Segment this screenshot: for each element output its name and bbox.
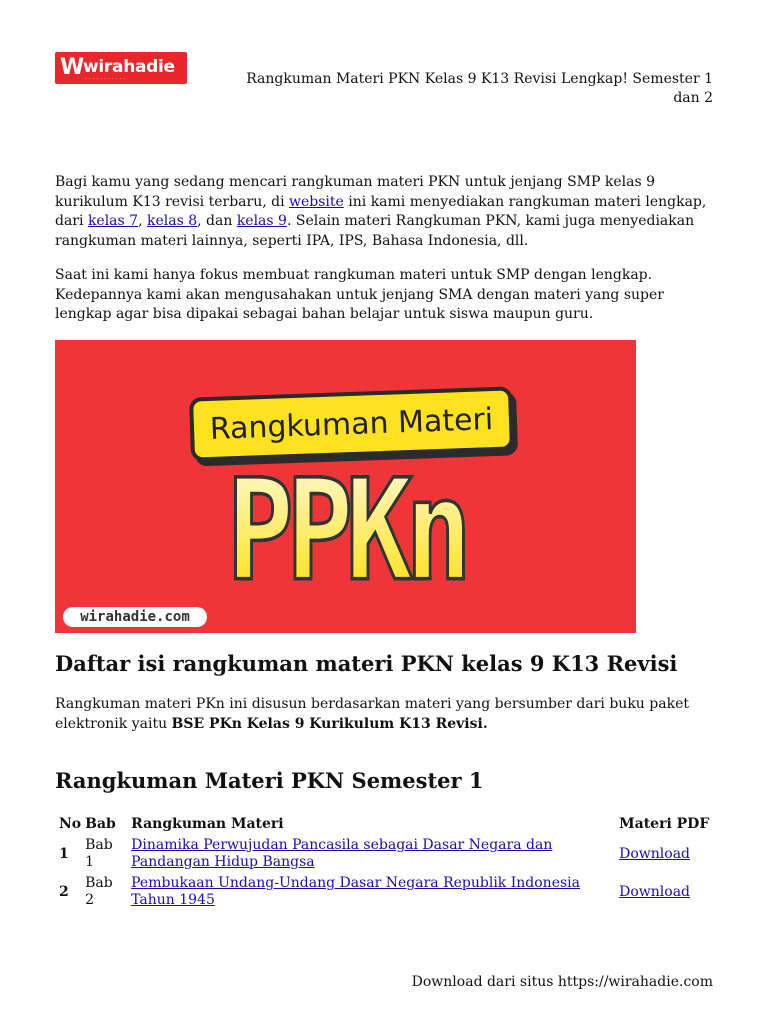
footer-source: Download dari situs https://wirahadie.com (411, 974, 713, 990)
row-bab: Bab 2 (85, 875, 113, 908)
intro-paragraph-2: Saat ini kami hanya fokus membuat rangkuman materi untuk SMP dengan lengkap. Kedepannya kami akan mengusahakan untuk jenjang SMA dengan materi yang super lengkap agar bisa dipakai sebagai bahan belajar untuk siswa maupun guru. (55, 267, 664, 322)
daftar-text: Rangkuman materi PKn ini disusun berdasarkan materi yang bersumber dari buku paket elektronik yaitu (55, 696, 689, 732)
kelas9-link[interactable]: kelas 9 (236, 213, 287, 229)
intro-text: ini kami menyediakan rangkuman materi lengkap, dari (55, 193, 707, 229)
intro-paragraph-1 (55, 173, 715, 251)
semester1-heading: Rangkuman Materi PKN Semester 1 (55, 768, 484, 793)
download-link[interactable]: Download (619, 845, 691, 862)
logo-w-mark: W (60, 55, 85, 80)
column-header-pdf: Materi PDF (619, 816, 710, 832)
intro-separator: , dan (197, 213, 237, 229)
daftar-bold-text: BSE PKn Kelas 9 Kurikulum K13 Revisi. (171, 715, 488, 732)
intro-text: Bagi kamu yang sedang mencari rangkuman materi PKN untuk jenjang SMP kelas 9 kurikulum K13 revisi terbaru, di (55, 174, 656, 210)
download-link[interactable]: Download (619, 883, 691, 900)
banner-subtitle: Rangkuman Materi (209, 401, 494, 447)
logo-tagline-decoration: · · · · · · · · · · · (85, 76, 126, 83)
page-header-title: Rangkuman Materi PKN Kelas 9 K13 Revisi Lengkap! Semester 1 dan 2 (246, 71, 713, 106)
table-row (55, 835, 715, 873)
logo-text: wirahadie (83, 57, 175, 77)
wirahadie-logo[interactable] (55, 52, 187, 84)
table-row (55, 873, 715, 911)
intro-text: . Selain materi Rangkuman PKN, kami juga menyediakan rangkuman materi lainnya, seperti IPA, IPS, Bahasa Indonesia, dll. (55, 213, 695, 249)
banner-title: PPKn (55, 450, 636, 613)
column-header-bab: Bab (85, 816, 116, 832)
daftar-heading: Daftar isi rangkuman materi PKN kelas 9 K13 Revisi (55, 651, 678, 676)
materi-link[interactable]: Dinamika Perwujudan Pancasila sebagai Dasar Negara dan Pandangan Hidup Bangsa (131, 837, 553, 870)
row-bab: Bab 1 (85, 837, 113, 870)
kelas8-link[interactable]: kelas 8 (146, 213, 198, 229)
table-header-row (55, 813, 715, 835)
website-link[interactable]: website (289, 193, 344, 210)
row-no: 2 (59, 883, 69, 900)
semester1-table (55, 813, 715, 911)
intro-separator: , (138, 213, 147, 229)
row-no: 1 (59, 845, 69, 862)
daftar-paragraph (55, 695, 715, 734)
kelas7-link[interactable]: kelas 7 (87, 213, 139, 229)
column-header-no: No (59, 816, 82, 832)
materi-link[interactable]: Pembukaan Undang-Undang Dasar Negara Republik Indonesia Tahun 1945 (131, 875, 580, 908)
column-header-materi: Rangkuman Materi (131, 816, 284, 832)
banner-watermark: wirahadie.com (63, 607, 207, 627)
ppkn-banner-image (55, 340, 636, 633)
